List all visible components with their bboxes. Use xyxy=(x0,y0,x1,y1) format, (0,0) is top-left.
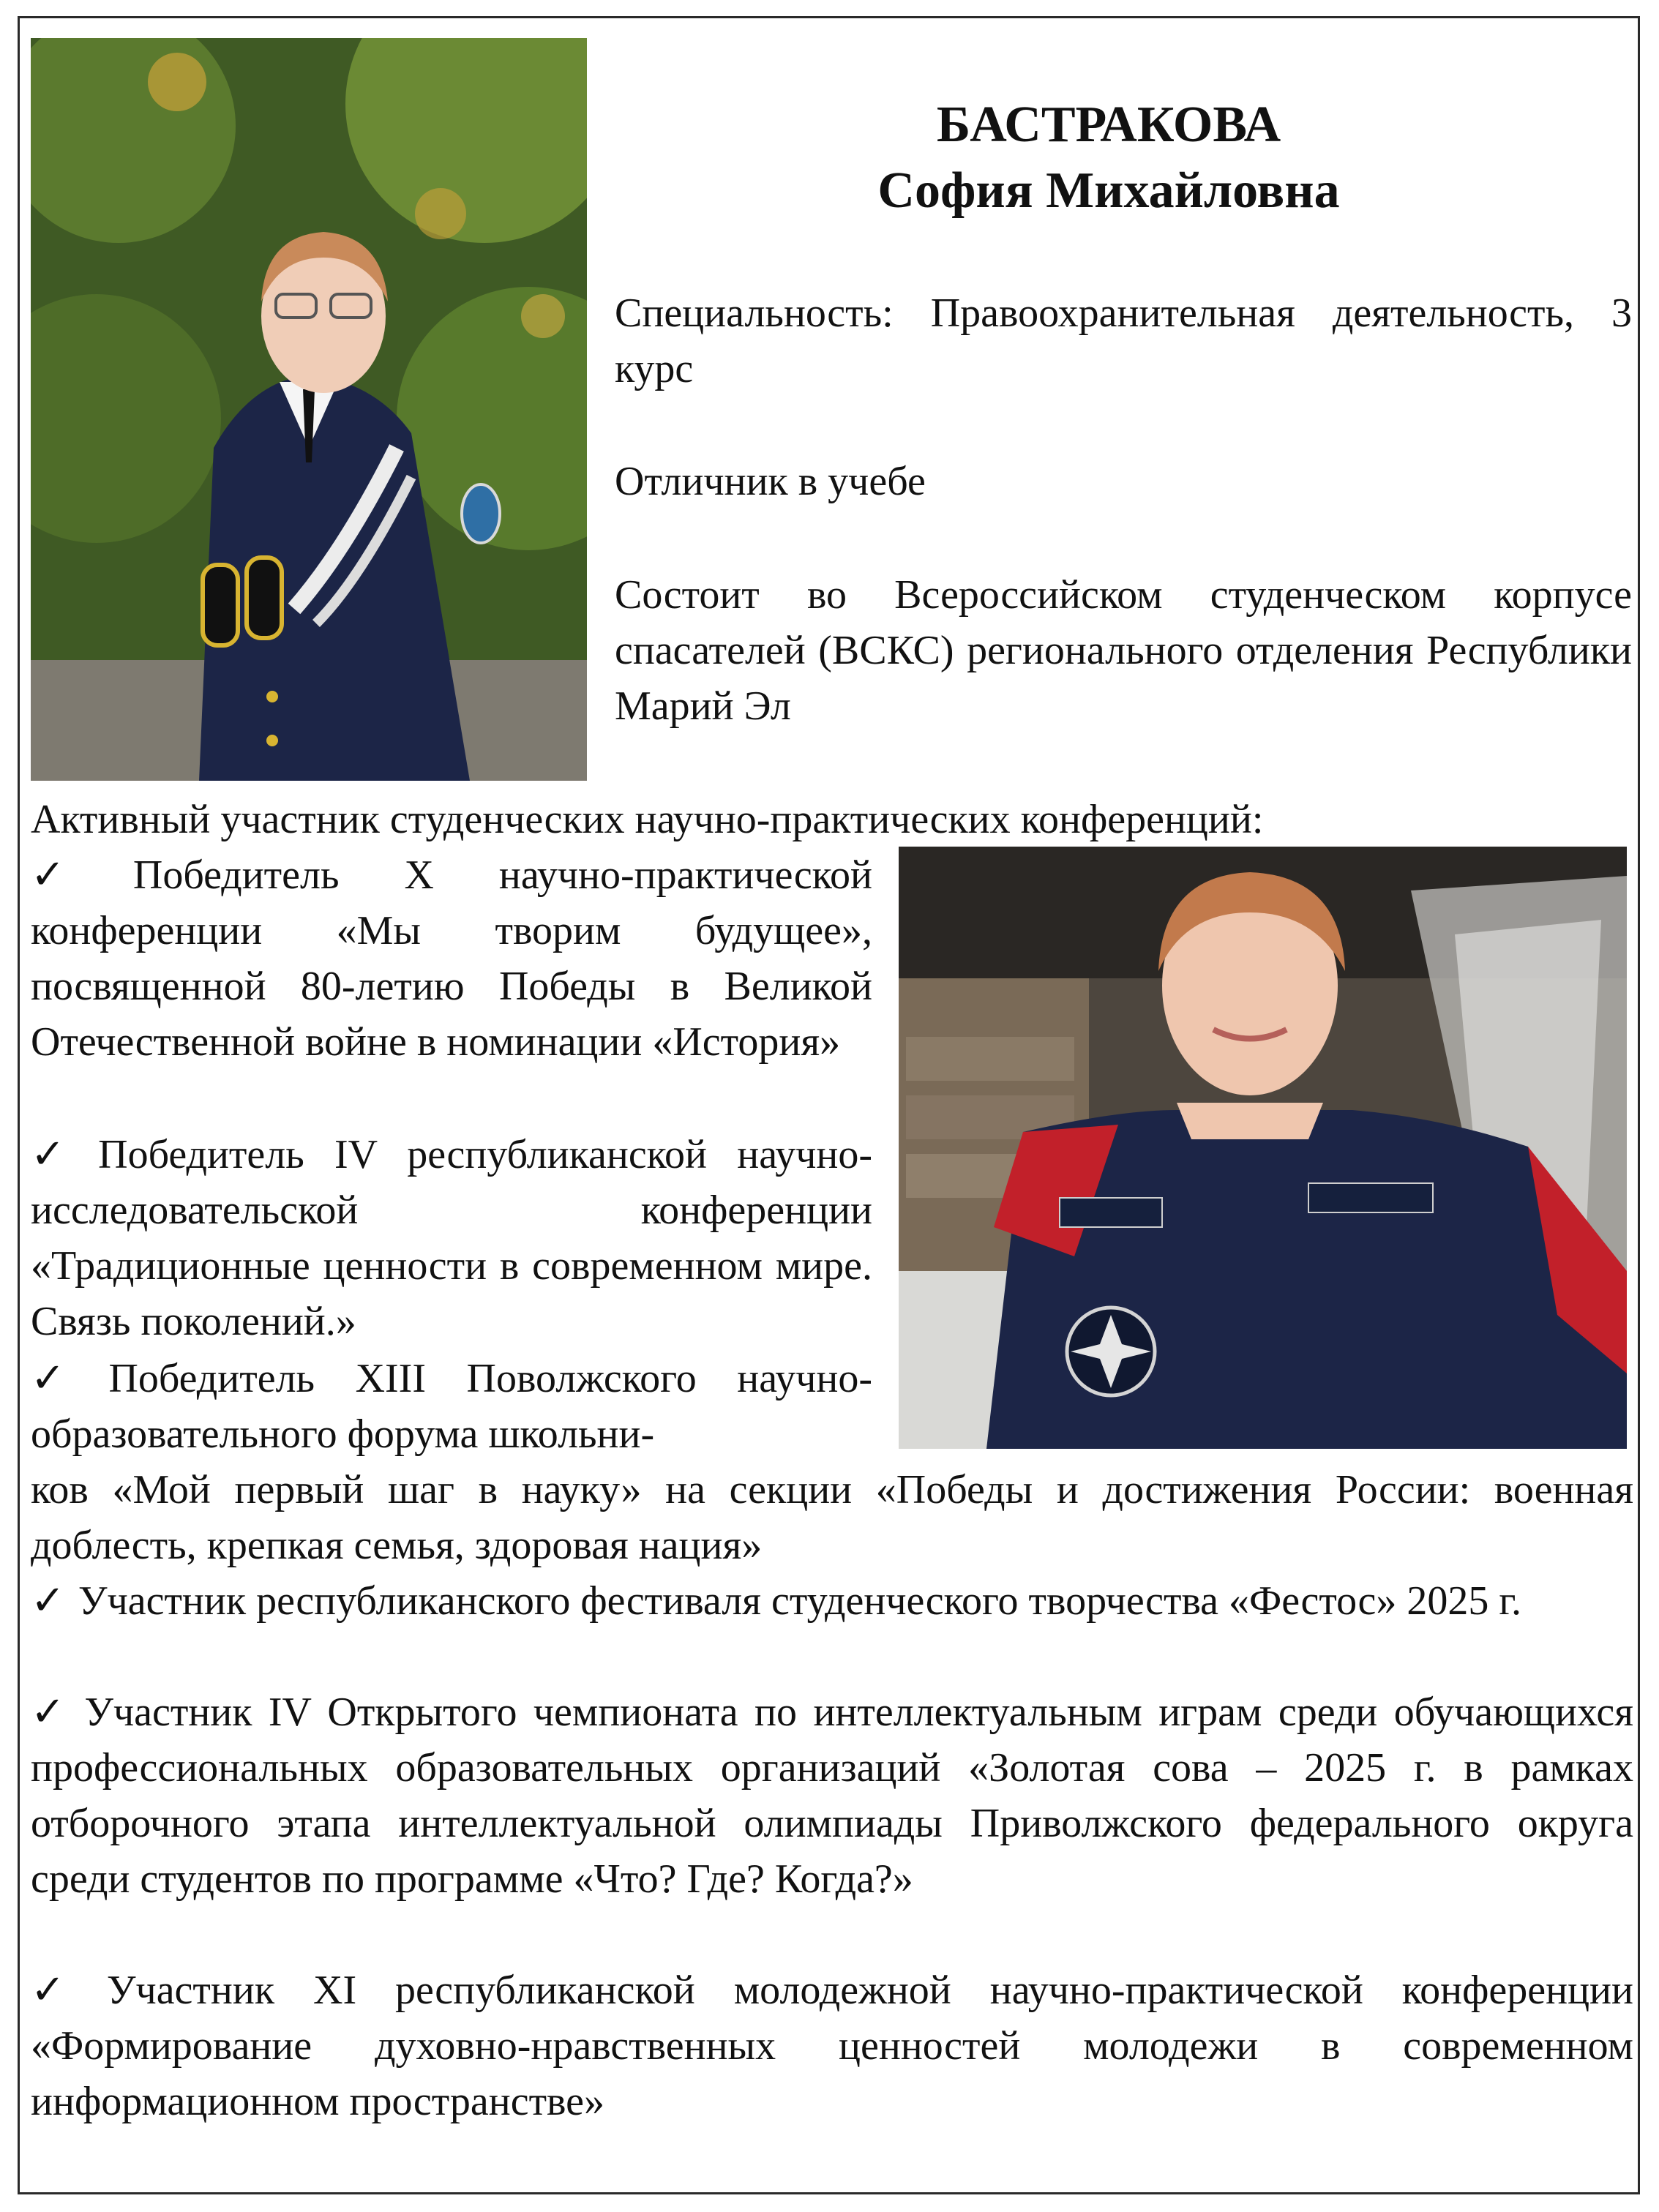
achievement-item-4 xyxy=(31,1573,1633,1629)
achievement-text: ков «Мой первый шаг в науку» на секции «Победы и достижения России: военная доблесть, крепкая семья, здоровая нация» xyxy=(31,1467,1633,1568)
checkmark-icon: ✓ xyxy=(31,1356,96,1401)
achievement-item-1 xyxy=(31,847,872,1070)
achievement-text: Участник IV Открытого чемпионата по интеллектуальным играм среди обучающихся профессиональных образовательных организаций «Золотая сова – 2025 г. в рамках отборочного этапа интеллектуальной олимпиады Приволжского федерального округа среди студентов по программе «Что? Где? Когда?» xyxy=(31,1690,1633,1902)
achievement-text: Победитель XIII Поволжского научно-образовательного форума школьни- xyxy=(31,1356,872,1457)
achievement-text: Участник республиканского фестиваля студенческого творчества «Фестос» 2025 г. xyxy=(78,1578,1521,1624)
student-given-names: София Михайловна xyxy=(877,162,1340,219)
achievement-text: Участник XI республиканской молодежной научно-практической конференции «Формирование духовно-нравственных ценностей молодежи в современном информационном пространстве» xyxy=(31,1968,1633,2124)
checkmark-icon: ✓ xyxy=(31,1578,65,1624)
corps-membership-text: Состоит во Всероссийском студенческом корпусе спасателей (ВСКС) регионального отделения Республики Марий Эл xyxy=(615,572,1632,729)
honor-text: Отличник в учебе xyxy=(615,459,926,504)
achievement-text: Победитель IV республиканской научно-исследовательской конференции «Традиционные ценности в современном мире. Связь поколений.» xyxy=(31,1132,872,1344)
achievement-item-3 xyxy=(31,1351,872,1462)
specialty-text: Специальность: Правоохранительная деятельность, 3 курс xyxy=(615,290,1632,391)
achievement-item-3-continued xyxy=(31,1462,1633,1573)
achievement-item-5 xyxy=(31,1684,1633,1907)
portrait-photo-uniform xyxy=(31,38,587,781)
checkmark-icon: ✓ xyxy=(31,852,120,898)
checkmark-icon: ✓ xyxy=(31,1132,86,1177)
selfie-photo-rescue-corps xyxy=(899,847,1627,1449)
achievement-item-6 xyxy=(31,1962,1633,2129)
achievement-item-2 xyxy=(31,1127,872,1349)
activity-intro: Активный участник студенческих научно-практических конференций: xyxy=(31,797,1264,842)
checkmark-icon: ✓ xyxy=(31,1690,72,1735)
checkmark-icon: ✓ xyxy=(31,1968,94,2013)
student-surname: БАСТРАКОВА xyxy=(936,97,1281,153)
achievement-text: Победитель X научно-практической конференции «Мы творим будущее», посвященной 80-летию Победы в Великой Отечественной войне в номинации «История» xyxy=(31,852,872,1065)
